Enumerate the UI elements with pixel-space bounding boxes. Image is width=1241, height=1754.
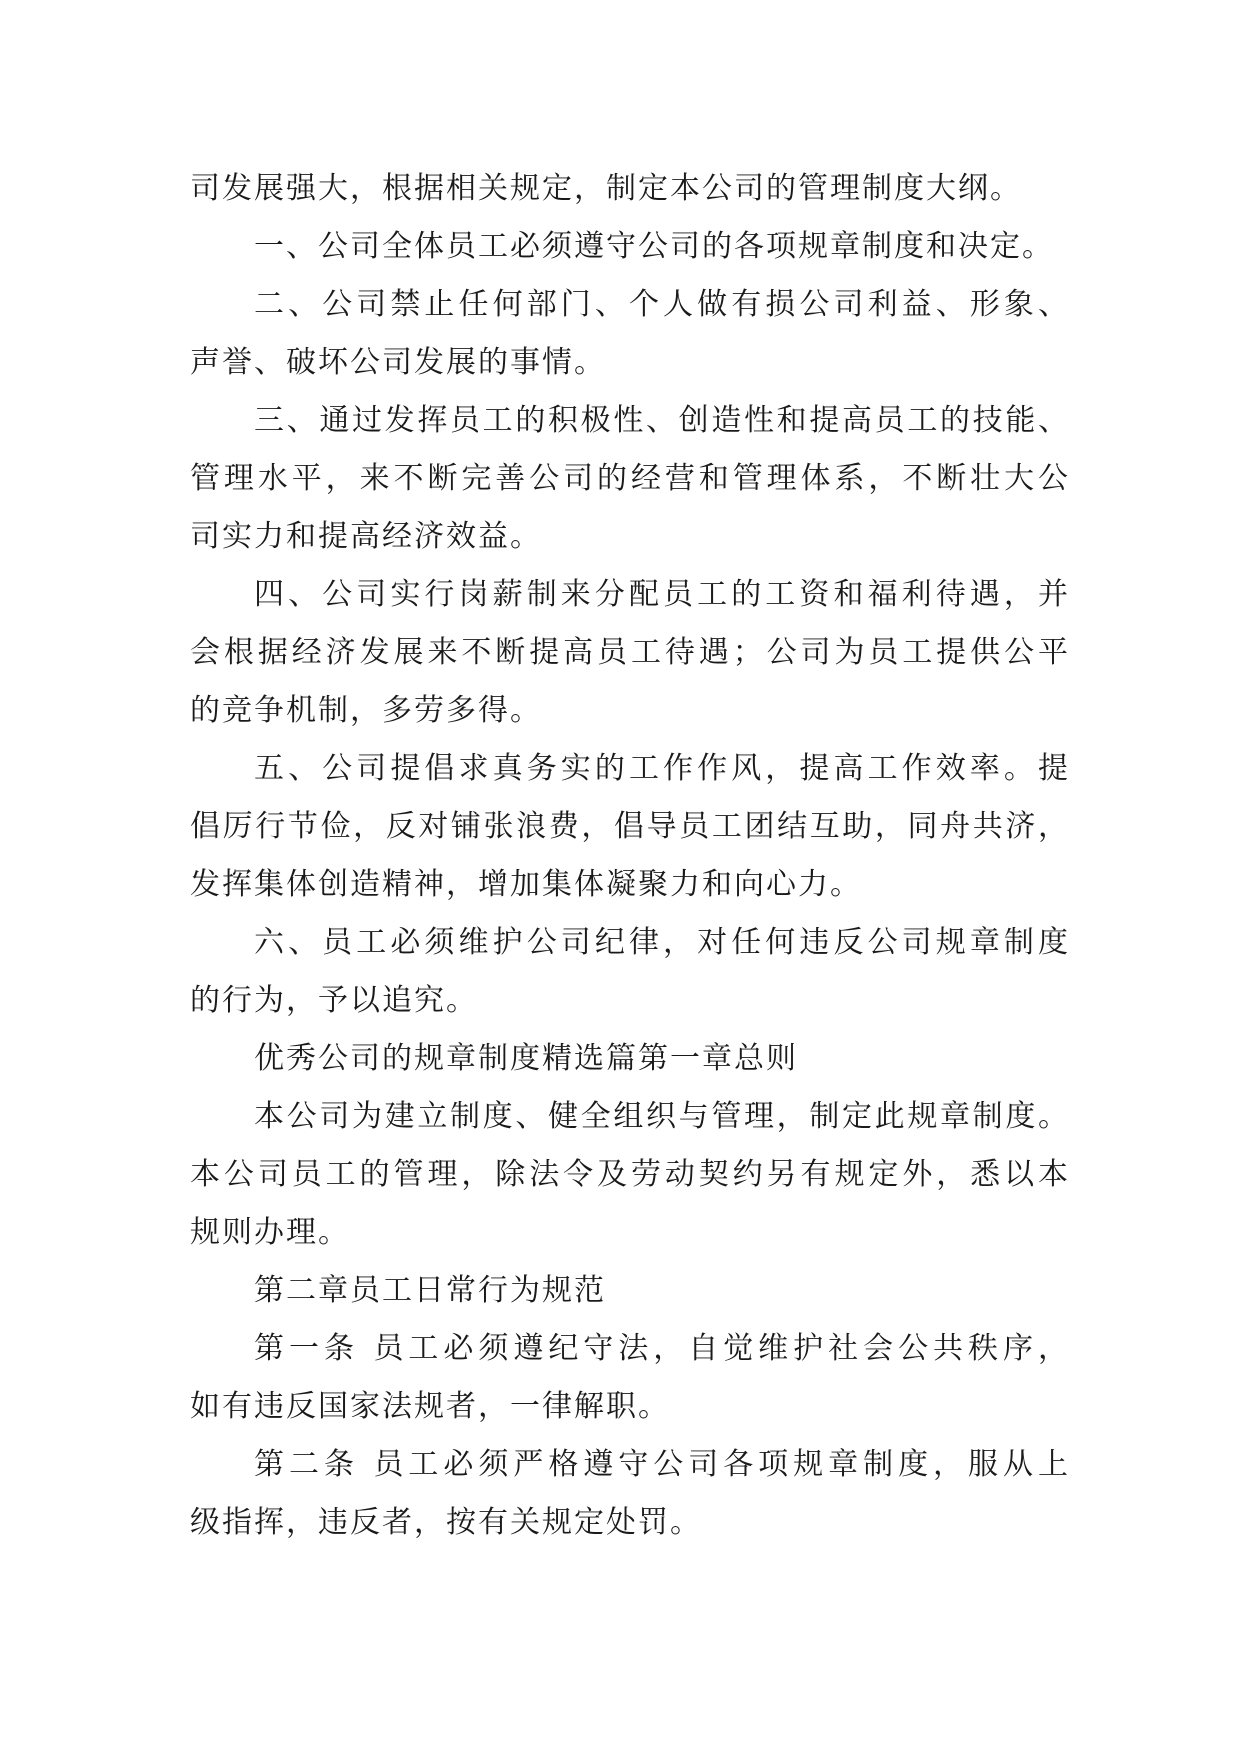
text-line: 三、通过发挥员工的积极性、创造性和提高员工的技能、 bbox=[254, 403, 1070, 438]
text-line: 第一条 员工必须遵纪守法，自觉维护社会公共秩序， bbox=[254, 1331, 1070, 1366]
text-line: 会根据经济发展来不断提高员工待遇；公司为员工提供公平 bbox=[190, 635, 1070, 670]
text-line: 如有违反国家法规者，一律解职。 bbox=[190, 1389, 670, 1424]
text-line: 第二条 员工必须严格遵守公司各项规章制度，服从上 bbox=[254, 1447, 1070, 1482]
text-line: 五、公司提倡求真务实的工作作风，提高工作效率。提 bbox=[254, 751, 1070, 786]
text-line: 一、公司全体员工必须遵守公司的各项规章制度和决定。 bbox=[254, 229, 1054, 264]
text-line: 第二章员工日常行为规范 bbox=[254, 1273, 606, 1308]
text-line: 本公司员工的管理，除法令及劳动契约另有规定外，悉以本 bbox=[190, 1157, 1070, 1192]
text-line: 司发展强大，根据相关规定，制定本公司的管理制度大纲。 bbox=[190, 171, 1022, 206]
text-line: 管理水平，来不断完善公司的经营和管理体系，不断壮大公 bbox=[190, 461, 1070, 496]
text-line: 的行为，予以追究。 bbox=[190, 983, 478, 1018]
text-line: 六、员工必须维护公司纪律，对任何违反公司规章制度 bbox=[254, 925, 1070, 960]
text-line: 倡厉行节俭，反对铺张浪费，倡导员工团结互助，同舟共济， bbox=[190, 809, 1070, 844]
text-line: 本公司为建立制度、健全组织与管理，制定此规章制度。 bbox=[254, 1099, 1070, 1134]
text-line: 司实力和提高经济效益。 bbox=[190, 519, 542, 554]
text-line: 二、公司禁止任何部门、个人做有损公司利益、形象、 bbox=[254, 287, 1070, 322]
text-line: 的竞争机制，多劳多得。 bbox=[190, 693, 542, 728]
text-line: 规则办理。 bbox=[190, 1215, 350, 1250]
text-line: 声誉、破坏公司发展的事情。 bbox=[190, 345, 606, 380]
text-line: 四、公司实行岗薪制来分配员工的工资和福利待遇，并 bbox=[254, 577, 1070, 612]
text-line: 发挥集体创造精神，增加集体凝聚力和向心力。 bbox=[190, 867, 862, 902]
text-line: 优秀公司的规章制度精选篇第一章总则 bbox=[254, 1041, 798, 1076]
text-line: 级指挥，违反者，按有关规定处罚。 bbox=[190, 1505, 702, 1540]
document-body bbox=[190, 160, 1070, 1552]
